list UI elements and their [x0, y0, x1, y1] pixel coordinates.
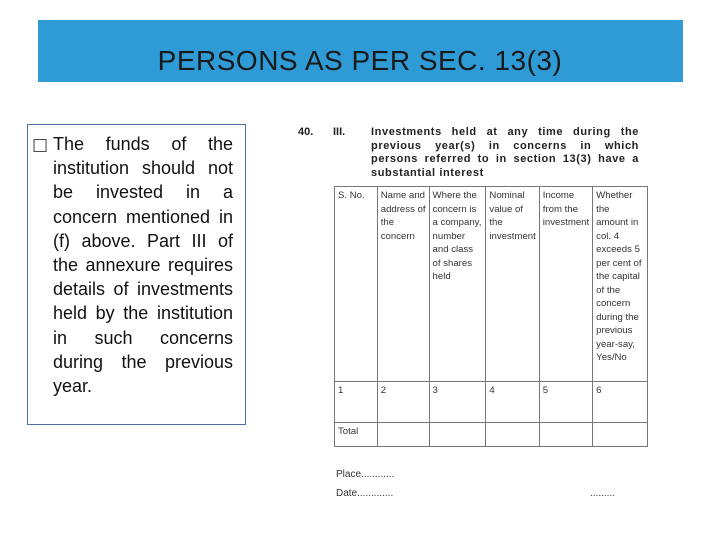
table-cell — [593, 423, 648, 447]
table-cell — [377, 423, 429, 447]
part-heading: Investments held at any time during the previous year(s) in concerns in which persons referred to in section 13(3) have a substantial interest — [371, 126, 639, 179]
column-header: Name and address of the concern — [377, 187, 429, 382]
slide-title: PERSONS AS PER SEC. 13(3) — [157, 45, 563, 76]
column-header: S. No. — [335, 187, 378, 382]
table-row — [335, 382, 648, 423]
column-number: 3 — [429, 382, 486, 423]
table-cell — [486, 423, 539, 447]
column-number: 5 — [539, 382, 592, 423]
note-box — [27, 124, 246, 425]
signature-line: ......... — [590, 488, 616, 499]
item-number: 40. — [298, 126, 314, 138]
table-cell — [539, 423, 592, 447]
total-row — [335, 423, 648, 447]
column-header: Income from the investment — [539, 187, 592, 382]
column-number: 1 — [335, 382, 378, 423]
column-number: 4 — [486, 382, 539, 423]
table-header-row — [335, 187, 648, 382]
column-header: Where the concern is a company, number and class of shares held — [429, 187, 486, 382]
column-header: Nominal value of the investment — [486, 187, 539, 382]
note-text: The funds of the institution should not be invested in a concern mentioned in (f) above. Part III of the annexure requires details of investments held by the institution in such concerns during the previous year. — [53, 134, 233, 397]
bullet-icon: □ — [32, 135, 49, 155]
part-number: III. — [333, 126, 346, 138]
table-cell — [429, 423, 486, 447]
date-field: Date............. — [336, 488, 394, 499]
column-number: 6 — [593, 382, 648, 423]
column-header: Whether the amount in col. 4 exceeds 5 per cent of the capital of the concern during the previous year-say, Yes/No — [593, 187, 648, 382]
annexure-excerpt — [298, 126, 648, 516]
column-number: 2 — [377, 382, 429, 423]
investments-table — [334, 186, 648, 447]
place-field: Place............ — [336, 469, 395, 480]
total-label: Total — [335, 423, 378, 447]
